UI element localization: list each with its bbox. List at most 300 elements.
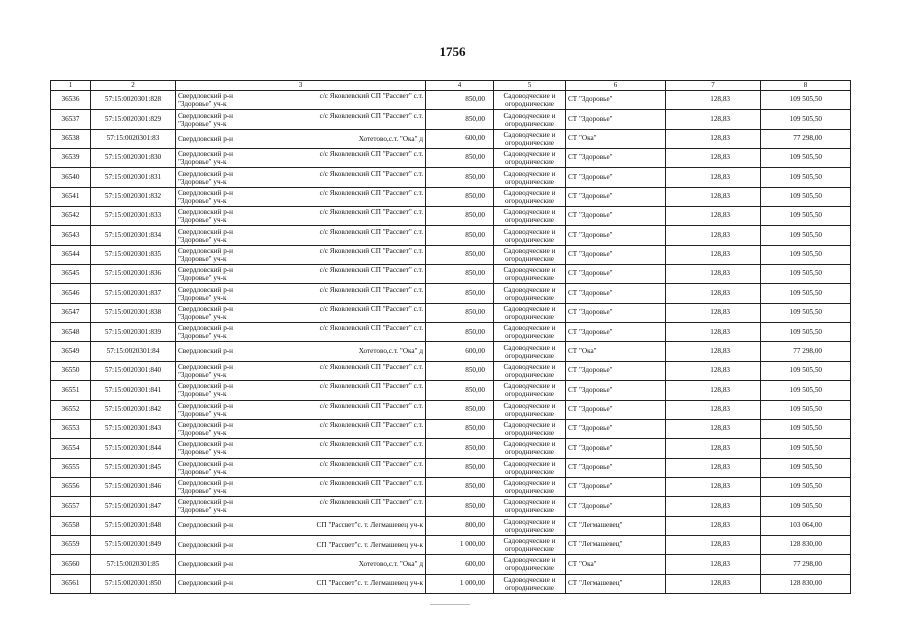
cadastral-value: 109 505,50 bbox=[761, 149, 851, 168]
district-name: Свердловский р-н bbox=[178, 285, 234, 294]
address-cell bbox=[176, 400, 426, 419]
area-value: 850,00 bbox=[426, 265, 494, 284]
area-value: 850,00 bbox=[426, 419, 494, 438]
address-district bbox=[178, 402, 233, 418]
specific-value: 128,83 bbox=[666, 226, 761, 245]
locality: с/с Яковлевский СП "Рассвет" с.т. bbox=[319, 362, 423, 371]
table-row bbox=[51, 342, 851, 361]
address-district bbox=[178, 363, 233, 379]
cadastral-value: 109 505,50 bbox=[761, 497, 851, 516]
address-line-2: "Здоровье" уч-к bbox=[178, 196, 227, 205]
specific-value: 128,83 bbox=[666, 439, 761, 458]
address-line-2: "Здоровье" уч-к bbox=[178, 100, 227, 109]
district-name: Свердловский р-н bbox=[178, 111, 234, 120]
land-use-line-2: огороднические bbox=[505, 506, 554, 515]
specific-value: 128,83 bbox=[666, 91, 761, 110]
district-name: Свердловский р-н bbox=[178, 208, 234, 217]
row-number: 36557 bbox=[51, 497, 91, 516]
land-use-cell bbox=[494, 419, 566, 438]
land-use-line-1: Садоводческие и bbox=[503, 324, 556, 333]
area-value: 850,00 bbox=[426, 303, 494, 322]
land-use-line-1: Садоводческие и bbox=[503, 92, 556, 101]
address-cell bbox=[176, 458, 426, 477]
address-line-2: "Здоровье" уч-к bbox=[178, 506, 227, 515]
table-row bbox=[51, 110, 851, 129]
land-use-cell bbox=[494, 187, 566, 206]
area-value: 850,00 bbox=[426, 226, 494, 245]
address-cell bbox=[176, 477, 426, 496]
land-use-cell bbox=[494, 535, 566, 554]
locality: с/с Яковлевский СП "Рассвет" с.т. bbox=[319, 498, 423, 507]
row-number: 36559 bbox=[51, 535, 91, 554]
land-use-line-1: Садоводческие и bbox=[503, 440, 556, 449]
land-use-line-1: Садоводческие и bbox=[503, 343, 556, 352]
row-number: 36548 bbox=[51, 323, 91, 342]
address-cell bbox=[176, 516, 426, 535]
area-value: 850,00 bbox=[426, 458, 494, 477]
land-use-line-2: огороднические bbox=[505, 390, 554, 399]
row-number: 36545 bbox=[51, 265, 91, 284]
land-use-cell bbox=[494, 245, 566, 264]
land-use-cell bbox=[494, 574, 566, 593]
address-line-2: "Здоровье" уч-к bbox=[178, 332, 227, 341]
table-header bbox=[51, 81, 851, 91]
specific-value: 128,83 bbox=[666, 400, 761, 419]
table-row bbox=[51, 168, 851, 187]
address-district bbox=[178, 247, 233, 263]
area-value: 850,00 bbox=[426, 497, 494, 516]
owner-name: СТ "Здоровье" bbox=[566, 91, 666, 110]
locality: Хотетово,с.т. "Ока" д bbox=[358, 347, 423, 356]
address-cell bbox=[176, 497, 426, 516]
land-use-cell bbox=[494, 555, 566, 574]
scan-artifact-line bbox=[430, 604, 470, 605]
row-number: 36541 bbox=[51, 187, 91, 206]
cadastral-number: 57:15:0020301:840 bbox=[91, 361, 176, 380]
specific-value: 128,83 bbox=[666, 168, 761, 187]
address-cell bbox=[176, 381, 426, 400]
specific-value: 128,83 bbox=[666, 342, 761, 361]
land-use-cell bbox=[494, 149, 566, 168]
owner-name: СТ "Здоровье" bbox=[566, 245, 666, 264]
row-number: 36551 bbox=[51, 381, 91, 400]
table-row bbox=[51, 574, 851, 593]
land-use-line-1: Садоводческие и bbox=[503, 227, 556, 236]
address-cell bbox=[176, 284, 426, 303]
owner-name: СТ "Здоровье" bbox=[566, 226, 666, 245]
address-cell bbox=[176, 303, 426, 322]
locality: с/с Яковлевский СП "Рассвет" с.т. bbox=[319, 188, 423, 197]
address-district bbox=[178, 286, 233, 302]
row-number: 36540 bbox=[51, 168, 91, 187]
locality: с/с Яковлевский СП "Рассвет" с.т. bbox=[319, 479, 423, 488]
specific-value: 128,83 bbox=[666, 284, 761, 303]
district-name: Свердловский р-н bbox=[178, 459, 234, 468]
land-use-line-1: Садоводческие и bbox=[503, 169, 556, 178]
cadastral-number: 57:15:0020301:843 bbox=[91, 419, 176, 438]
page-number: 1756 bbox=[439, 44, 466, 59]
area-value: 600,00 bbox=[426, 555, 494, 574]
row-number: 36555 bbox=[51, 458, 91, 477]
address-line-2: "Здоровье" уч-к bbox=[178, 293, 227, 302]
address-cell bbox=[176, 265, 426, 284]
locality: с/с Яковлевский СП "Рассвет" с.т. bbox=[319, 285, 423, 294]
cadastral-value: 109 505,50 bbox=[761, 91, 851, 110]
owner-name: СТ "Ока" bbox=[566, 342, 666, 361]
address-cell bbox=[176, 574, 426, 593]
address-line-2: "Здоровье" уч-к bbox=[178, 429, 227, 438]
locality: СП "Рассвет"с. т. Легмашевец уч-к bbox=[316, 521, 423, 530]
header-row bbox=[51, 81, 851, 91]
district-name: Свердловский р-н bbox=[178, 266, 234, 275]
cadastral-value: 109 505,50 bbox=[761, 323, 851, 342]
land-use-cell bbox=[494, 207, 566, 226]
cadastral-number: 57:15:0020301:84 bbox=[91, 342, 176, 361]
cadastral-value: 109 505,50 bbox=[761, 361, 851, 380]
land-use-line-1: Садоводческие и bbox=[503, 188, 556, 197]
owner-name: СТ "Здоровье" bbox=[566, 400, 666, 419]
land-use-line-2: огороднические bbox=[505, 293, 554, 302]
land-use-line-1: Садоводческие и bbox=[503, 382, 556, 391]
land-use-cell bbox=[494, 361, 566, 380]
land-use-line-2: огороднические bbox=[505, 487, 554, 496]
address-district bbox=[178, 324, 233, 340]
district-name: Свердловский р-н bbox=[178, 188, 234, 197]
address-line-2: "Здоровье" уч-к bbox=[178, 235, 227, 244]
specific-value: 128,83 bbox=[666, 129, 761, 148]
district-name: Свердловский р-н bbox=[178, 246, 234, 255]
address-district bbox=[178, 228, 233, 244]
cadastral-value: 109 505,50 bbox=[761, 187, 851, 206]
cadastral-number: 57:15:0020301:844 bbox=[91, 439, 176, 458]
land-use-cell bbox=[494, 168, 566, 187]
cadastral-number: 57:15:0020301:830 bbox=[91, 149, 176, 168]
row-number: 36536 bbox=[51, 91, 91, 110]
cadastral-number: 57:15:0020301:831 bbox=[91, 168, 176, 187]
owner-name: СТ "Здоровье" bbox=[566, 303, 666, 322]
address-line-2: "Здоровье" уч-к bbox=[178, 487, 227, 496]
specific-value: 128,83 bbox=[666, 516, 761, 535]
table-row bbox=[51, 497, 851, 516]
specific-value: 128,83 bbox=[666, 303, 761, 322]
area-value: 600,00 bbox=[426, 342, 494, 361]
locality: с/с Яковлевский СП "Рассвет" с.т. bbox=[319, 208, 423, 217]
district-name: Свердловский р-н bbox=[178, 540, 234, 549]
specific-value: 128,83 bbox=[666, 381, 761, 400]
district-name: Свердловский р-н bbox=[178, 498, 234, 507]
land-use-line-2: огороднические bbox=[505, 351, 554, 360]
district-name: Свердловский р-н bbox=[178, 362, 234, 371]
owner-name: СТ "Легмашевец" bbox=[566, 574, 666, 593]
land-use-cell bbox=[494, 129, 566, 148]
land-use-line-2: огороднические bbox=[505, 138, 554, 147]
column-header: 1 bbox=[51, 81, 91, 91]
land-use-cell bbox=[494, 516, 566, 535]
address-district bbox=[178, 382, 233, 398]
cadastral-number: 57:15:0020301:828 bbox=[91, 91, 176, 110]
cadastral-value: 109 505,50 bbox=[761, 303, 851, 322]
address-cell bbox=[176, 535, 426, 554]
table-row bbox=[51, 535, 851, 554]
cadastral-value: 103 064,00 bbox=[761, 516, 851, 535]
address-district bbox=[178, 135, 233, 143]
area-value: 850,00 bbox=[426, 168, 494, 187]
cadastral-number: 57:15:0020301:839 bbox=[91, 323, 176, 342]
specific-value: 128,83 bbox=[666, 555, 761, 574]
table-row bbox=[51, 439, 851, 458]
address-cell bbox=[176, 419, 426, 438]
specific-value: 128,83 bbox=[666, 149, 761, 168]
land-use-line-1: Садоводческие и bbox=[503, 537, 556, 546]
cadastral-number: 57:15:0020301:832 bbox=[91, 187, 176, 206]
address-line-2: "Здоровье" уч-к bbox=[178, 370, 227, 379]
area-value: 850,00 bbox=[426, 400, 494, 419]
address-district bbox=[178, 347, 233, 355]
specific-value: 128,83 bbox=[666, 535, 761, 554]
table-row bbox=[51, 419, 851, 438]
area-value: 850,00 bbox=[426, 284, 494, 303]
locality: с/с Яковлевский СП "Рассвет" с.т. bbox=[319, 150, 423, 159]
cadastral-number: 57:15:0020301:838 bbox=[91, 303, 176, 322]
locality: СП "Рассвет"с. т. Легмашевец уч-к bbox=[316, 579, 423, 588]
land-use-line-2: огороднические bbox=[505, 467, 554, 476]
cadastral-number: 57:15:0020301:85 bbox=[91, 555, 176, 574]
area-value: 850,00 bbox=[426, 439, 494, 458]
row-number: 36543 bbox=[51, 226, 91, 245]
land-register-table bbox=[50, 80, 851, 594]
table-row bbox=[51, 265, 851, 284]
row-number: 36549 bbox=[51, 342, 91, 361]
land-use-line-2: огороднические bbox=[505, 409, 554, 418]
land-use-line-2: огороднические bbox=[505, 119, 554, 128]
cadastral-value: 109 505,50 bbox=[761, 381, 851, 400]
land-use-cell bbox=[494, 477, 566, 496]
table-row bbox=[51, 323, 851, 342]
cadastral-value: 109 505,50 bbox=[761, 245, 851, 264]
area-value: 850,00 bbox=[426, 323, 494, 342]
owner-name: СТ "Здоровье" bbox=[566, 361, 666, 380]
land-use-cell bbox=[494, 497, 566, 516]
specific-value: 128,83 bbox=[666, 361, 761, 380]
cadastral-value: 77 298,00 bbox=[761, 342, 851, 361]
cadastral-number: 57:15:0020301:841 bbox=[91, 381, 176, 400]
row-number: 36537 bbox=[51, 110, 91, 129]
cadastral-value: 109 505,50 bbox=[761, 168, 851, 187]
district-name: Свердловский р-н bbox=[178, 560, 234, 569]
address-district bbox=[178, 305, 233, 321]
table-row bbox=[51, 226, 851, 245]
column-header: 5 bbox=[494, 81, 566, 91]
specific-value: 128,83 bbox=[666, 245, 761, 264]
area-value: 850,00 bbox=[426, 477, 494, 496]
cadastral-number: 57:15:0020301:850 bbox=[91, 574, 176, 593]
table-row bbox=[51, 400, 851, 419]
area-value: 850,00 bbox=[426, 187, 494, 206]
owner-name: СТ "Здоровье" bbox=[566, 187, 666, 206]
locality: с/с Яковлевский СП "Рассвет" с.т. bbox=[319, 421, 423, 430]
row-number: 36556 bbox=[51, 477, 91, 496]
table-row bbox=[51, 245, 851, 264]
land-use-cell bbox=[494, 91, 566, 110]
area-value: 850,00 bbox=[426, 361, 494, 380]
address-cell bbox=[176, 245, 426, 264]
table-row bbox=[51, 91, 851, 110]
cadastral-number: 57:15:0020301:845 bbox=[91, 458, 176, 477]
column-header: 3 bbox=[176, 81, 426, 91]
owner-name: СТ "Здоровье" bbox=[566, 207, 666, 226]
owner-name: СТ "Ока" bbox=[566, 555, 666, 574]
land-use-line-1: Садоводческие и bbox=[503, 459, 556, 468]
owner-name: СТ "Легмашевец" bbox=[566, 516, 666, 535]
address-cell bbox=[176, 110, 426, 129]
land-use-line-2: огороднические bbox=[505, 235, 554, 244]
land-use-line-1: Садоводческие и bbox=[503, 575, 556, 584]
land-use-cell bbox=[494, 284, 566, 303]
table-row bbox=[51, 207, 851, 226]
specific-value: 128,83 bbox=[666, 187, 761, 206]
cadastral-number: 57:15:0020301:835 bbox=[91, 245, 176, 264]
land-use-line-2: огороднические bbox=[505, 332, 554, 341]
district-name: Свердловский р-н bbox=[178, 304, 234, 313]
address-line-2: "Здоровье" уч-к bbox=[178, 216, 227, 225]
address-district bbox=[178, 521, 233, 529]
district-name: Свердловский р-н bbox=[178, 382, 234, 391]
cadastral-number: 57:15:0020301:848 bbox=[91, 516, 176, 535]
row-number: 36542 bbox=[51, 207, 91, 226]
specific-value: 128,83 bbox=[666, 207, 761, 226]
address-line-2: "Здоровье" уч-к bbox=[178, 119, 227, 128]
address-cell bbox=[176, 323, 426, 342]
cadastral-value: 77 298,00 bbox=[761, 129, 851, 148]
address-district bbox=[178, 440, 233, 456]
owner-name: СТ "Здоровье" bbox=[566, 168, 666, 187]
address-cell bbox=[176, 187, 426, 206]
specific-value: 128,83 bbox=[666, 477, 761, 496]
address-district bbox=[178, 170, 233, 186]
area-value: 850,00 bbox=[426, 245, 494, 264]
land-use-line-1: Садоводческие и bbox=[503, 556, 556, 565]
owner-name: СТ "Здоровье" bbox=[566, 284, 666, 303]
land-use-cell bbox=[494, 342, 566, 361]
table-row bbox=[51, 458, 851, 477]
cadastral-number: 57:15:0020301:829 bbox=[91, 110, 176, 129]
owner-name: СТ "Здоровье" bbox=[566, 439, 666, 458]
cadastral-number: 57:15:0020301:849 bbox=[91, 535, 176, 554]
district-name: Свердловский р-н bbox=[178, 440, 234, 449]
specific-value: 128,83 bbox=[666, 458, 761, 477]
cadastral-value: 109 505,50 bbox=[761, 265, 851, 284]
cadastral-number: 57:15:0020301:834 bbox=[91, 226, 176, 245]
land-use-cell bbox=[494, 400, 566, 419]
land-use-line-2: огороднические bbox=[505, 525, 554, 534]
land-use-line-2: огороднические bbox=[505, 216, 554, 225]
address-district bbox=[178, 150, 233, 166]
owner-name: СТ "Здоровье" bbox=[566, 323, 666, 342]
land-use-cell bbox=[494, 458, 566, 477]
owner-name: СТ "Здоровье" bbox=[566, 381, 666, 400]
owner-name: СТ "Здоровье" bbox=[566, 265, 666, 284]
district-name: Свердловский р-н bbox=[178, 521, 234, 530]
land-use-line-1: Садоводческие и bbox=[503, 150, 556, 159]
table-row bbox=[51, 303, 851, 322]
locality: с/с Яковлевский СП "Рассвет" с.т. bbox=[319, 169, 423, 178]
cadastral-value: 128 830,00 bbox=[761, 574, 851, 593]
column-header: 2 bbox=[91, 81, 176, 91]
table-row bbox=[51, 284, 851, 303]
address-district bbox=[178, 460, 233, 476]
cadastral-number: 57:15:0020301:846 bbox=[91, 477, 176, 496]
land-use-line-1: Садоводческие и bbox=[503, 130, 556, 139]
table-row bbox=[51, 187, 851, 206]
table-row bbox=[51, 129, 851, 148]
land-use-line-2: огороднические bbox=[505, 177, 554, 186]
land-use-line-1: Садоводческие и bbox=[503, 208, 556, 217]
address-line-2: "Здоровье" уч-к bbox=[178, 448, 227, 457]
table-row bbox=[51, 555, 851, 574]
land-use-line-1: Садоводческие и bbox=[503, 285, 556, 294]
table-row bbox=[51, 477, 851, 496]
land-use-line-1: Садоводческие и bbox=[503, 362, 556, 371]
district-name: Свердловский р-н bbox=[178, 134, 234, 143]
cadastral-value: 109 505,50 bbox=[761, 207, 851, 226]
address-line-2: "Здоровье" уч-к bbox=[178, 274, 227, 283]
land-use-line-2: огороднические bbox=[505, 158, 554, 167]
row-number: 36561 bbox=[51, 574, 91, 593]
address-district bbox=[178, 112, 233, 128]
address-cell bbox=[176, 149, 426, 168]
address-line-2: "Здоровье" уч-к bbox=[178, 390, 227, 399]
land-use-cell bbox=[494, 226, 566, 245]
row-number: 36539 bbox=[51, 149, 91, 168]
table-row bbox=[51, 361, 851, 380]
address-district bbox=[178, 560, 233, 568]
locality: с/с Яковлевский СП "Рассвет" с.т. bbox=[319, 382, 423, 391]
address-cell bbox=[176, 91, 426, 110]
cadastral-value: 109 505,50 bbox=[761, 400, 851, 419]
row-number: 36546 bbox=[51, 284, 91, 303]
row-number: 36550 bbox=[51, 361, 91, 380]
land-use-cell bbox=[494, 323, 566, 342]
address-cell bbox=[176, 555, 426, 574]
table-row bbox=[51, 381, 851, 400]
land-use-line-2: огороднические bbox=[505, 370, 554, 379]
cadastral-value: 109 505,50 bbox=[761, 110, 851, 129]
address-cell bbox=[176, 226, 426, 245]
locality: с/с Яковлевский СП "Рассвет" с.т. bbox=[319, 459, 423, 468]
address-cell bbox=[176, 361, 426, 380]
locality: с/с Яковлевский СП "Рассвет" с.т. bbox=[319, 324, 423, 333]
area-value: 600,00 bbox=[426, 129, 494, 148]
row-number: 36544 bbox=[51, 245, 91, 264]
row-number: 36554 bbox=[51, 439, 91, 458]
owner-name: СТ "Ока" bbox=[566, 129, 666, 148]
row-number: 36547 bbox=[51, 303, 91, 322]
area-value: 850,00 bbox=[426, 149, 494, 168]
specific-value: 128,83 bbox=[666, 419, 761, 438]
land-use-line-1: Садоводческие и bbox=[503, 266, 556, 275]
address-district bbox=[178, 92, 233, 108]
owner-name: СТ "Здоровье" bbox=[566, 149, 666, 168]
address-line-2: "Здоровье" уч-к bbox=[178, 467, 227, 476]
land-use-line-1: Садоводческие и bbox=[503, 517, 556, 526]
locality: с/с Яковлевский СП "Рассвет" с.т. bbox=[319, 246, 423, 255]
land-use-line-1: Садоводческие и bbox=[503, 111, 556, 120]
cadastral-number: 57:15:0020301:83 bbox=[91, 129, 176, 148]
cadastral-number: 57:15:0020301:833 bbox=[91, 207, 176, 226]
area-value: 1 000,00 bbox=[426, 535, 494, 554]
owner-name: СТ "Здоровье" bbox=[566, 110, 666, 129]
land-use-cell bbox=[494, 110, 566, 129]
